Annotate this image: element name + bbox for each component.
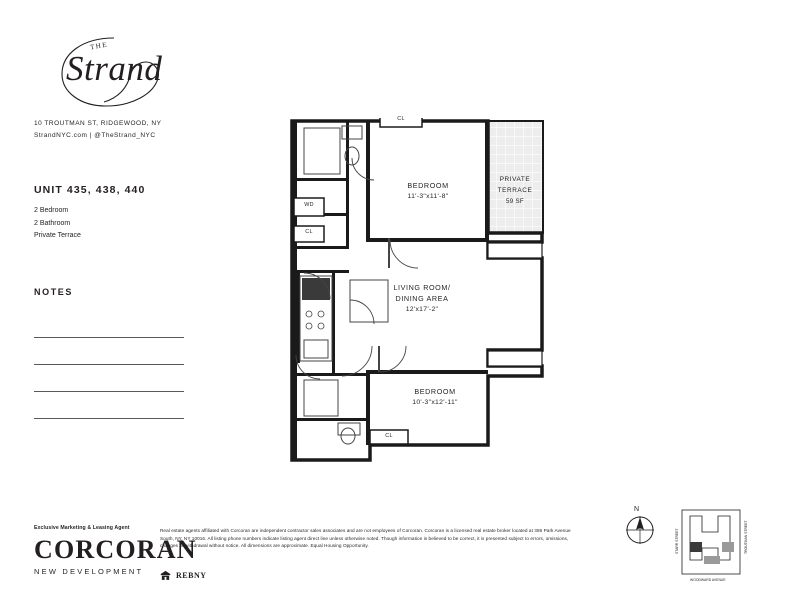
terrace-name-line1: PRIVATE — [499, 176, 531, 183]
svg-text:WOODWARD AVENUE: WOODWARD AVENUE — [690, 578, 726, 582]
compass-icon — [620, 510, 660, 550]
key-plan-diagram — [668, 508, 754, 584]
notes-heading: NOTES — [34, 286, 74, 297]
bedroom-2-name: BEDROOM — [414, 387, 456, 396]
svg-text:TROUTMAN STREET: TROUTMAN STREET — [744, 520, 748, 554]
legal-disclaimer: Real estate agents affiliated with Corcoran are independent contractor sales associates and are not employees of Corcoran. Corcoran is a licensed real estate broker located at 386 Park Avenue South, NY, NY 10016. All listing phone numbers indicate listing agent direct line unless otherwise noted. Though information is believed to be correct, it is presented subject to errors, omissions, changes or withdrawal without notice. All dimensions are approximate. Equal Housing Opportunity. — [160, 528, 571, 549]
notes-line[interactable] — [34, 365, 184, 392]
living-room-name-line1: LIVING ROOM/ — [393, 283, 451, 292]
closet-label-left: CL — [305, 229, 313, 235]
room-label-living-dining — [352, 282, 492, 315]
exclusive-agent-label: Exclusive Marketing & Leasing Agent — [34, 525, 130, 531]
closet-label-top: CL — [397, 116, 405, 122]
svg-text:STARR STREET: STARR STREET — [675, 528, 679, 554]
unit-fact-bathroom: 2 Bathroom — [34, 219, 71, 227]
left-info-column — [34, 22, 244, 419]
strand-logo — [34, 22, 174, 114]
room-label-bedroom-2 — [370, 386, 500, 408]
terrace-label — [486, 174, 544, 207]
footer-badges — [160, 570, 207, 581]
notes-write-area[interactable] — [34, 311, 184, 419]
compass-north-label: N — [634, 506, 640, 513]
living-room-dimensions: 12'x17'-2" — [405, 306, 439, 313]
unit-title: UNIT 435, 438, 440 — [34, 184, 146, 196]
unit-fact-terrace: Private Terrace — [34, 232, 81, 239]
corcoran-logo-text: CORCORAN — [34, 535, 197, 564]
logo-the-text: THE — [89, 40, 109, 52]
terrace-area: 59 SF — [505, 198, 524, 205]
bedroom-2-dimensions: 10'-3"x12'-11" — [412, 399, 458, 406]
appliance-label-washer-dryer: WD — [304, 202, 314, 208]
floor-plan — [280, 118, 565, 463]
notes-line[interactable] — [34, 311, 184, 338]
room-label-bedroom-1 — [368, 180, 488, 202]
corcoran-new-development-label: NEW DEVELOPMENT — [34, 567, 144, 576]
bedroom-1-name: BEDROOM — [407, 181, 449, 190]
footer-brand-block — [34, 525, 197, 576]
notes-line[interactable] — [34, 392, 184, 419]
address-block — [34, 118, 244, 142]
equal-housing-opportunity-icon — [160, 570, 171, 581]
terrace-name-line2: TERRACE — [497, 187, 533, 194]
logo-strand-text: Strand — [66, 49, 163, 88]
unit-facts — [34, 205, 244, 243]
bedroom-1-dimensions: 11'-3"x11'-8" — [407, 193, 449, 200]
living-room-name-line2: DINING AREA — [395, 294, 449, 303]
closet-label-bottom: CL — [385, 433, 393, 439]
unit-fact-bedroom: 2 Bedroom — [34, 207, 69, 214]
address-line-2: StrandNYC.com | @TheStrand_NYC — [34, 132, 156, 139]
notes-line[interactable] — [34, 338, 184, 365]
rebny-logo-text: REBNY — [176, 571, 207, 580]
address-line-1: 10 TROUTMAN ST, RIDGEWOOD, NY — [34, 120, 162, 127]
